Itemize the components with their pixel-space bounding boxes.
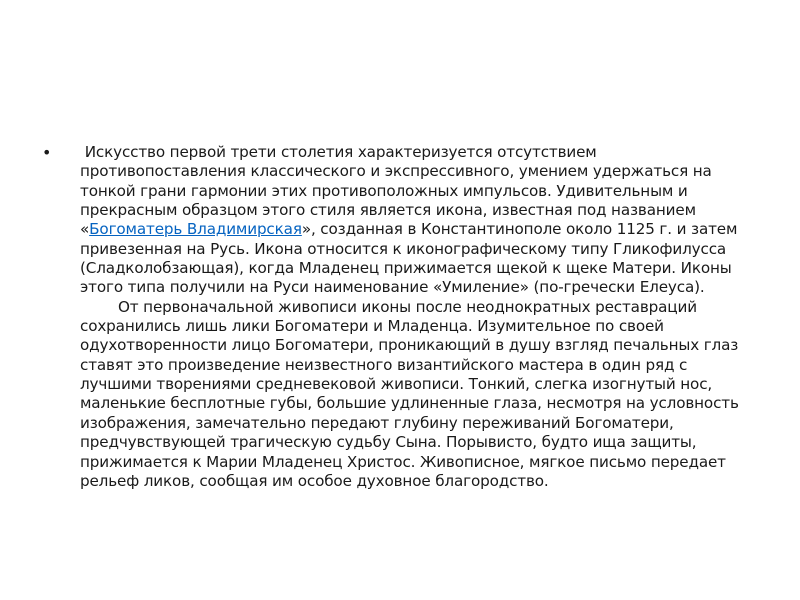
bullet-marker: • [42,143,52,162]
text-block [42,143,762,491]
bullet-item [42,143,762,491]
paragraph-1-text-after-link: », созданная в Константинополе около 1125 г. и затем привезенная на Русь. Икона относится к иконографическому типу Гликофилусса (Сладколобзающая), когда Младенец прижимается щекой к щеке Матери. Иконы этого типа получили на Руси наименование «Умиление» (по-гречески Елеуса). [80,220,738,297]
paragraph-1 [80,143,762,298]
icon-name-link[interactable]: Богоматерь Владимирская [89,220,302,239]
paragraph-1-text-before-link: Искусство первой трети столетия характеризуется отсутствием противопоставления классического и экспрессивного, умением удержаться на тонкой грани гармонии этих противоположных импульсов. Удивительным и прекрасным образцом этого стиля является икона, известная под названием « [80,143,712,239]
paragraph-2: От первоначальной живописи иконы после неоднократных реставраций сохранились лишь лики Богоматери и Младенца. Изумительное по своей одухотворенности лицо Богоматери, проникающий в душу взгляд печальных глаз ставят это произведение неизвестного византийского мастера в один ряд с лучшими творениями средневековой живописи. Тонкий, слегка изогнутый нос, маленькие бесплотные губы, большие удлиненные глаза, несмотря на условность изображения, замечательно передают глубину переживаний Богоматери, предчувствующей трагическую судьбу Сына. Порывисто, будто ища защиты, прижимается к Марии Младенец Христос. Живописное, мягкое письмо передает рельеф ликов, сообщая им особое духовное благородство. [80,297,739,490]
